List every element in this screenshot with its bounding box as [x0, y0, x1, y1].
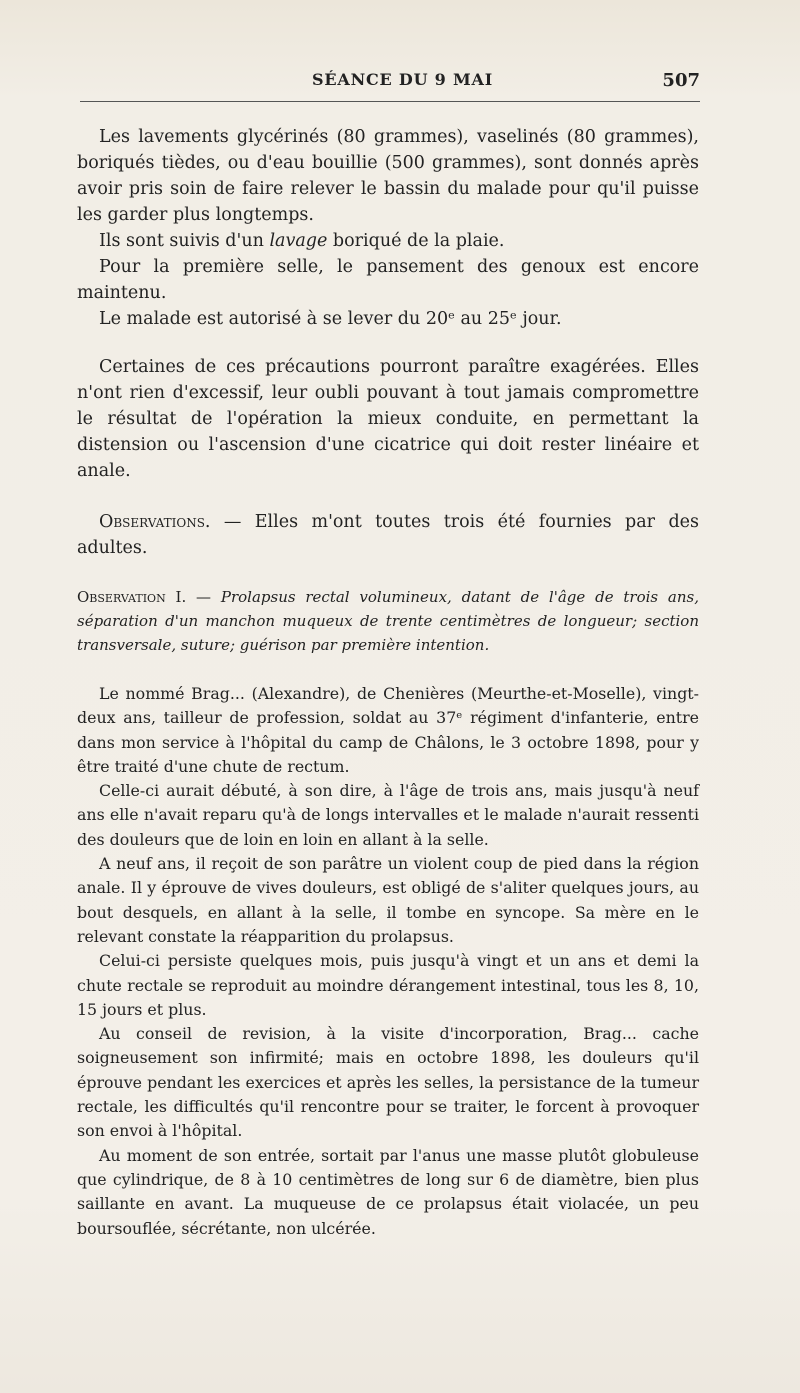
observations-paragraph	[77, 509, 699, 561]
running-title: SÉANCE DU 9 MAI	[312, 70, 493, 89]
observation-one-label: Observation I.	[77, 588, 187, 606]
observation-one-caption	[77, 585, 699, 657]
case-report	[77, 682, 699, 1241]
running-head	[80, 70, 700, 98]
case-paragraph-3: A neuf ans, il reçoit de son parâtre un violent coup de pied dans la région anale. Il y éprouve de vives douleurs, est obligé de s'aliter quelques jours, au bout desquels, en allant à la selle, il tombe en syncope. Sa mère en le relevant constate la réapparition du prolapsus.	[77, 854, 699, 946]
case-paragraph-2: Celle-ci aurait débuté, à son dire, à l'âge de trois ans, mais jusqu'à neuf ans elle n'avait reparu qu'à de longs intervalles et le malade n'aurait ressenti des douleurs que de loin en loin en allant à la selle.	[77, 781, 699, 849]
case-paragraph-5: Au conseil de revision, à la visite d'incorporation, Brag... cache soigneusement son infirmité; mais en octobre 1898, les douleurs qu'il éprouve pendant les exercices et après les selles, la persistance de la tumeur rectale, les difficultés qu'il rencontre pour se traiter, le forcent à provoquer son envoi à l'hôpital.	[77, 1024, 699, 1141]
page-number: 507	[662, 70, 700, 91]
intro-paragraph-2-start: Ils sont suivis d'un	[99, 231, 270, 251]
intro-paragraph-1: Les lavements glycérinés (80 grammes), vaselinés (80 grammes), boriqués tièdes, ou d'eau bouillie (500 grammes), sont donnés après avoir pris soin de faire relever le bassin du malade pour qu'il puisse les garder plus longtemps.	[77, 127, 699, 225]
intro-paragraph-3: Pour la première selle, le pansement des genoux est encore maintenu.	[77, 257, 699, 303]
header-rule	[80, 101, 700, 102]
intro-paragraph-2	[77, 228, 699, 254]
observations-text: — Elles m'ont toutes trois été fournies par des adultes.	[77, 512, 699, 558]
intro-paragraph-2-italic: lavage	[269, 231, 328, 251]
observation-one-title: Prolapsus rectal volumineux, datant de l'âge de trois ans, séparation d'un manchon muqueux de trente centimètres de longueur; section transversale, suture; guérison par première intention.	[77, 588, 699, 654]
page-content	[77, 124, 699, 1241]
observations-label: Observations.	[99, 512, 211, 532]
case-paragraph-1: Le nommé Brag... (Alexandre), de Chenières (Meurthe-et-Moselle), vingt-deux ans, tailleur de profession, soldat au 37ᵉ régiment d'infanterie, entre dans mon service à l'hôpital du camp de Châlons, le 3 octobre 1898, pour y être traité d'une chute de rectum.	[77, 684, 699, 776]
observation-one-dash: —	[186, 588, 221, 606]
intro-paragraph-2-end: boriqué de la plaie.	[327, 231, 505, 251]
intro-paragraph-4: Le malade est autorisé à se lever du 20ᵉ au 25ᵉ jour.	[99, 309, 562, 329]
precautions-paragraph: Certaines de ces précautions pourront paraître exagérées. Elles n'ont rien d'excessif, leur oubli pouvant à tout jamais compromettre le résultat de l'opération la mieux conduite, en permettant la distension ou l'ascension d'une cicatrice qui doit rester linéaire et anale.	[77, 357, 699, 481]
case-paragraph-6: Au moment de son entrée, sortait par l'anus une masse plutôt globuleuse que cylindrique, de 8 à 10 centimètres de long sur 6 de diamètre, bien plus saillante en avant. La muqueuse de ce prolapsus était violacée, un peu boursouflée, sécrétante, non ulcérée.	[77, 1145, 699, 1238]
case-paragraph-4: Celui-ci persiste quelques mois, puis jusqu'à vingt et un ans et demi la chute rectale se reproduit au moindre dérangement intestinal, tous les 8, 10, 15 jours et plus.	[77, 951, 699, 1019]
